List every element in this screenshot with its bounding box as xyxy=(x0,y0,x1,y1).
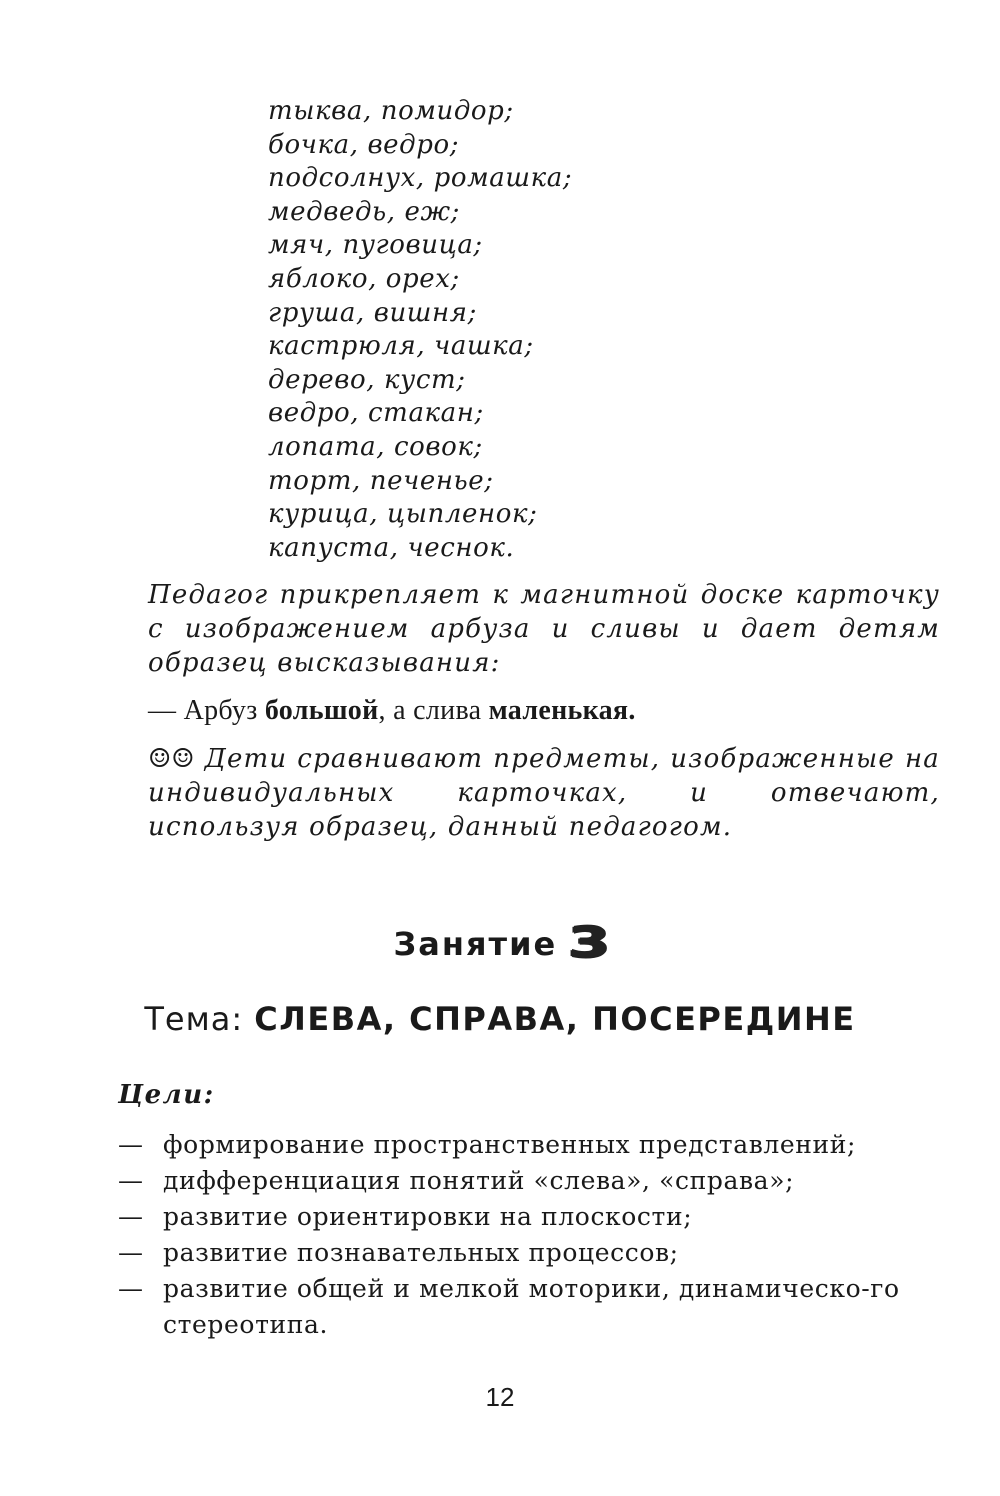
dash-marker: — xyxy=(118,1202,144,1231)
list-item: торт, печенье; xyxy=(268,465,494,496)
dash-marker: — xyxy=(118,1274,144,1303)
sample-sentence xyxy=(118,694,940,728)
list-item xyxy=(118,1163,918,1199)
list-item: лопата, совок; xyxy=(268,431,483,462)
word-pair-list xyxy=(268,95,572,565)
lesson-number: 3 xyxy=(568,918,614,967)
lesson-heading xyxy=(0,918,1000,967)
goal-text: развитие общей и мелкой моторики, динамическо-го стереотипа. xyxy=(163,1274,900,1339)
topic-title: СЛЕВА, СПРАВА, ПОСЕРЕДИНЕ xyxy=(254,1000,856,1038)
goal-text: развитие познавательных процессов; xyxy=(163,1238,679,1267)
page-number: 12 xyxy=(485,1382,515,1412)
list-item xyxy=(118,1271,918,1343)
list-item xyxy=(118,1199,918,1235)
children-paragraph xyxy=(118,742,940,844)
dash-marker: — xyxy=(118,1238,144,1267)
goals-label: Цели: xyxy=(118,1080,215,1110)
goal-text: развитие ориентировки на плоскости; xyxy=(163,1202,693,1231)
dash-marker: — xyxy=(118,1166,144,1195)
list-item xyxy=(118,1235,918,1271)
list-item: мяч, пуговица; xyxy=(268,230,483,261)
list-item: груша, вишня; xyxy=(268,297,477,328)
list-item: бочка, ведро; xyxy=(268,129,460,160)
goal-text: формирование пространственных представлений; xyxy=(163,1130,857,1159)
list-item: капуста, чеснок. xyxy=(268,532,515,563)
topic-heading xyxy=(0,1000,1000,1038)
list-item: дерево, куст; xyxy=(268,364,466,395)
sample-bold-word: большой xyxy=(264,695,379,726)
list-item: кастрюля, чашка; xyxy=(268,331,534,362)
list-item: подсолнух, ромашка; xyxy=(268,163,573,194)
topic-prefix: Тема: xyxy=(144,1000,255,1038)
lesson-label: Занятие xyxy=(393,925,558,963)
list-item: тыква, помидор; xyxy=(268,96,514,126)
intro-paragraph: Педагог прикрепляет к магнитной доске карточку с изображением арбуза и сливы и дает детям образец высказывания: xyxy=(148,580,940,678)
goals-list xyxy=(118,1127,918,1343)
smiley-icon: ☺☺ xyxy=(148,744,195,774)
dash-marker: — xyxy=(118,1130,144,1159)
list-item: курица, цыпленок; xyxy=(268,499,538,530)
list-item: яблоко, орех; xyxy=(268,263,460,294)
children-paragraph-text: Дети сравнивают предметы, изображенные на индивидуальных карточках, и отвечают, используя образец, данный педагогом. xyxy=(148,744,940,842)
sample-text-part: — Арбуз xyxy=(148,695,265,726)
list-item xyxy=(118,1127,918,1163)
list-item: медведь, еж; xyxy=(268,196,461,227)
goal-text: дифференциация понятий «слева», «справа»; xyxy=(163,1166,795,1195)
list-item: ведро, стакан; xyxy=(268,398,484,429)
sample-text-part: , а слива xyxy=(378,695,489,726)
sample-bold-word: маленькая. xyxy=(488,695,636,726)
